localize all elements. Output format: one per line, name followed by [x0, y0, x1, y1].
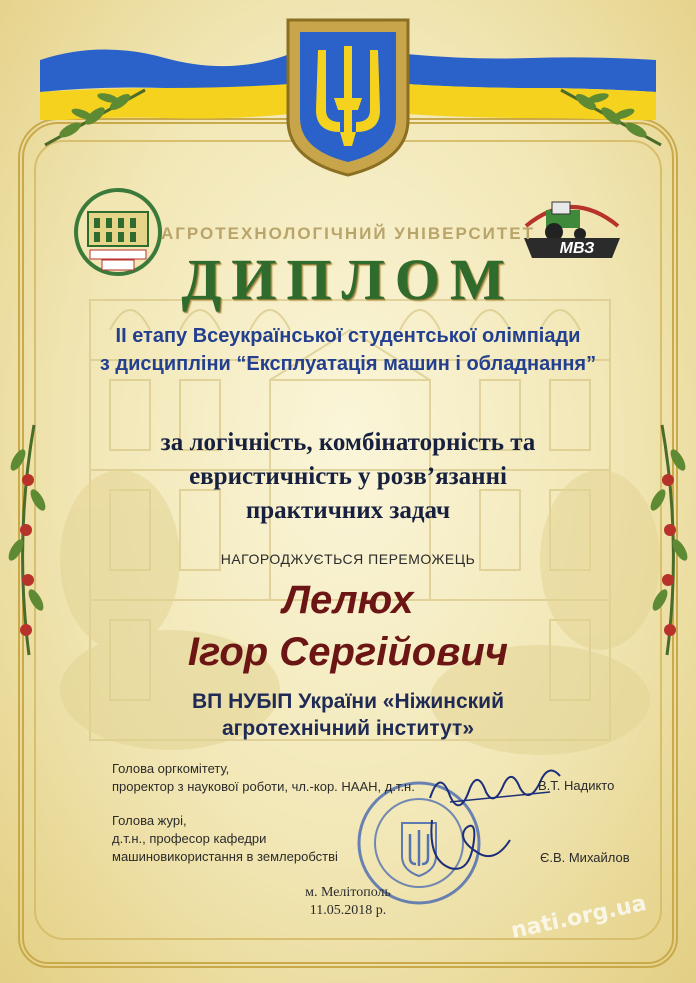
institution-line1: ВП НУБІП України «Ніжинский	[192, 690, 504, 713]
org-committee-position	[112, 760, 415, 796]
awarded-caption: НАГОРОДЖУЄТЬСЯ ПЕРЕМОЖЕЦЬ	[220, 551, 476, 567]
diploma-title: ДИПЛОМ	[181, 247, 515, 312]
recipient-institution	[0, 688, 696, 742]
recipient-surname: Лелюх	[282, 578, 414, 622]
jury-chair-name: Є.В. Михайлов	[540, 850, 630, 865]
olympiad-stage	[0, 322, 696, 378]
award-reason-line2: евристичність у розв’язанні	[189, 463, 507, 490]
org-committee-line1: Голова оргкомітету,	[112, 761, 230, 776]
institution-line2: агротехнічний інститут»	[221, 717, 475, 740]
olympiad-stage-line2: з дисципліни “Експлуатація машин і обладнання”	[99, 353, 597, 375]
jury-line2: д.т.н., професор кафедри	[112, 831, 267, 846]
award-reason-line3: практичних задач	[245, 497, 451, 524]
university-name: АГРОТЕХНОЛОГІЧНИЙ УНІВЕРСИТЕТ	[161, 224, 535, 243]
mvz-logo-text: МВЗ	[559, 240, 595, 257]
coat-of-arms-trident-icon	[278, 10, 418, 180]
city: м. Мелітополь	[305, 885, 391, 900]
jury-chair-position	[112, 812, 338, 866]
recipient-given-name: Ігор Сергійович	[187, 630, 509, 674]
org-committee-line2: проректор з наукової роботи, чл.-кор. НААН, д.т.н.	[112, 779, 415, 794]
olympiad-stage-line1: ІІ етапу Всеукраїнської студентської олімпіади	[115, 325, 581, 347]
date: 11.05.2018 р.	[309, 903, 387, 918]
laurel-right-top-icon	[556, 80, 666, 150]
org-committee-name: В.Т. Надикто	[538, 778, 615, 793]
award-reason-line1: за логічність, комбінаторність та	[160, 429, 536, 456]
jury-line1: Голова журі,	[112, 813, 187, 828]
site-watermark: nati.org.ua	[508, 890, 649, 945]
laurel-left-top-icon	[40, 80, 150, 150]
jury-line3: машиновикористання в землеробстві	[112, 849, 338, 864]
award-reason	[0, 426, 696, 528]
signature-mykhailov	[420, 810, 520, 880]
